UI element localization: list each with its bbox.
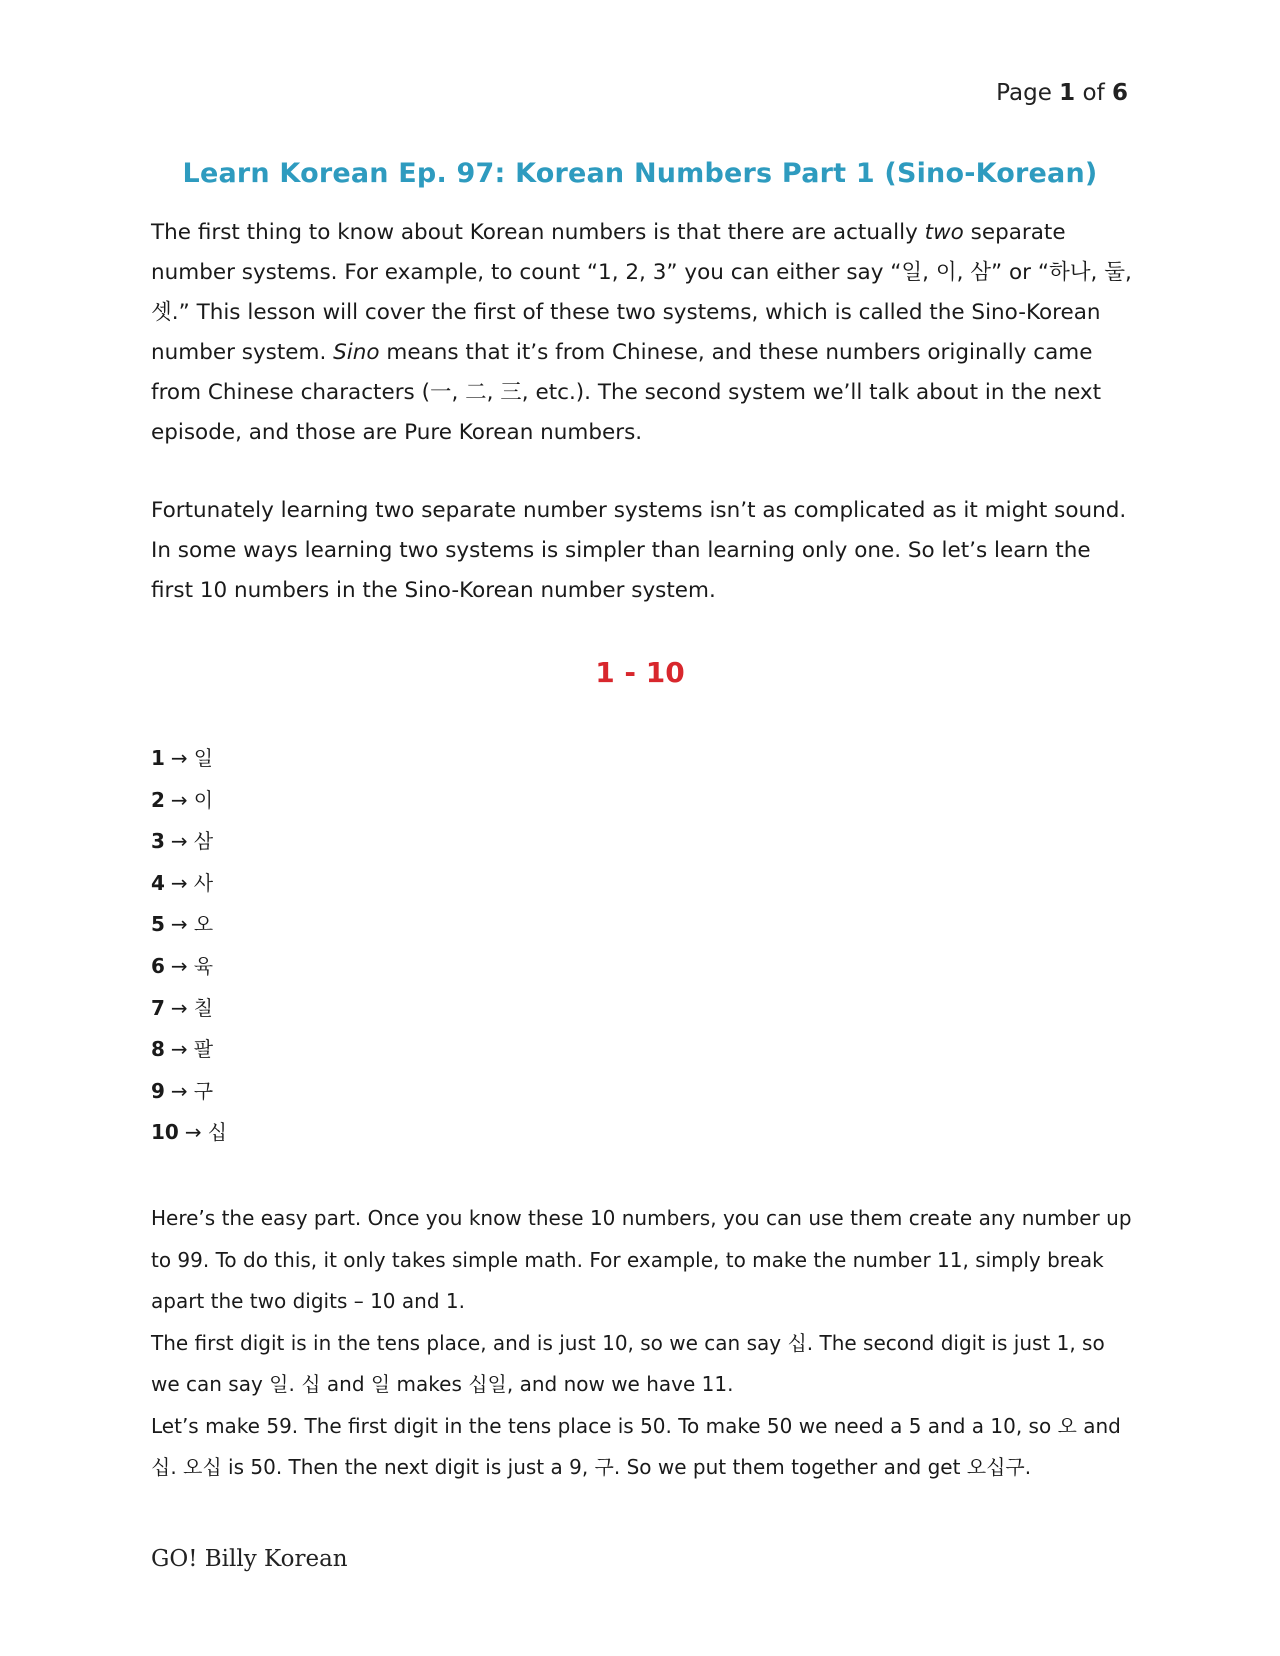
number-korean: 육 [193, 953, 214, 978]
number-digit: 10 [151, 1120, 179, 1145]
number-korean: 삼 [193, 829, 214, 854]
section-heading: 1 - 10 [595, 656, 685, 689]
number-digit: 3 [151, 829, 165, 854]
arrow-icon: → [170, 1037, 188, 1062]
intro-text-1: The first thing to know about Korean numbers is that there are actually [151, 220, 925, 245]
number-digit: 1 [151, 746, 165, 770]
list-item [151, 780, 227, 822]
intro-paragraph [151, 213, 1133, 453]
intro-emphasis-sino: Sino [333, 340, 380, 365]
second-paragraph: Fortunately learning two separate number systems isn’t as complicated as it might sound. In some ways learning two systems is simpler than learning only one. So let’s learn the first 10 numbers in the Sino-Korean number system. [151, 498, 1127, 603]
page-current: 1 [1059, 80, 1076, 106]
number-digit: 4 [151, 870, 165, 895]
list-item [151, 988, 227, 1030]
number-digit: 9 [151, 1078, 165, 1103]
footer-brand: GO! Billy Korean [151, 1546, 348, 1572]
arrow-icon: → [170, 1078, 188, 1103]
intro-emphasis-two: two [924, 220, 964, 245]
list-item [151, 863, 227, 905]
number-korean: 구 [193, 1078, 214, 1103]
list-item [151, 904, 227, 946]
arrow-icon: → [170, 995, 188, 1020]
number-list [151, 738, 227, 1154]
document-title: Learn Korean Ep. 97: Korean Numbers Part 1 (Sino-Korean) [182, 158, 1098, 189]
explanation-paragraph-3: Let’s make 59. The first digit in the tens place is 50. To make 50 we need a 5 and a 10, so 오 and 십. 오십 is 50. Then the next digit is just a 9, 구. So we put them together and get 오십구. [151, 1413, 1121, 1479]
number-korean: 십 [207, 1120, 227, 1145]
arrow-icon: → [184, 1120, 202, 1145]
list-item [151, 1071, 227, 1113]
number-korean: 오 [193, 912, 214, 937]
number-digit: 2 [151, 787, 165, 812]
page-number [996, 80, 1128, 106]
list-item [151, 946, 227, 988]
explanation-paragraph-1: Here’s the easy part. Once you know these 10 numbers, you can use them create any number up to 99. To do this, it only takes simple math. For example, to make the number 11, simply break apart the two digits – 10 and 1. [151, 1206, 1132, 1313]
number-digit: 6 [151, 953, 165, 978]
intro-text-2: separate number systems. For example, to count “1, 2, 3” you can either say “일, 이, 삼” or “하나, 둘, 셋.” This lesson will cover the first of these two systems, which is called the Sino-Korean number system. [151, 220, 1132, 365]
list-item [151, 738, 227, 780]
number-korean: 팔 [193, 1037, 214, 1062]
explanation-paragraph-2: The first digit is in the tens place, and is just 10, so we can say 십. The second digit is just 1, so we can say 일. 십 and 일 makes 십일, and now we have 11. [151, 1330, 1105, 1396]
page-total: 6 [1111, 80, 1128, 106]
explanation-block [151, 1198, 1133, 1489]
arrow-icon: → [170, 746, 188, 770]
arrow-icon: → [170, 912, 188, 937]
arrow-icon: → [170, 787, 188, 812]
number-korean: 이 [193, 787, 214, 812]
arrow-icon: → [170, 829, 188, 854]
number-digit: 8 [151, 1037, 165, 1062]
list-item [151, 1029, 227, 1071]
list-item [151, 821, 227, 863]
list-item [151, 1112, 227, 1154]
number-korean: 사 [193, 870, 214, 895]
page-label: Page [996, 80, 1052, 106]
page-of: of [1082, 80, 1105, 106]
number-korean: 칠 [193, 995, 214, 1020]
number-digit: 7 [151, 995, 165, 1020]
number-korean: 일 [193, 746, 214, 770]
number-digit: 5 [151, 912, 165, 937]
arrow-icon: → [170, 953, 188, 978]
intro-text-3: means that it’s from Chinese, and these numbers originally came from Chinese characters (一, 二, 三, etc.). The second system we’ll talk about in the next episode, and those are Pure Korean numbers. [151, 340, 1102, 445]
arrow-icon: → [170, 870, 188, 895]
